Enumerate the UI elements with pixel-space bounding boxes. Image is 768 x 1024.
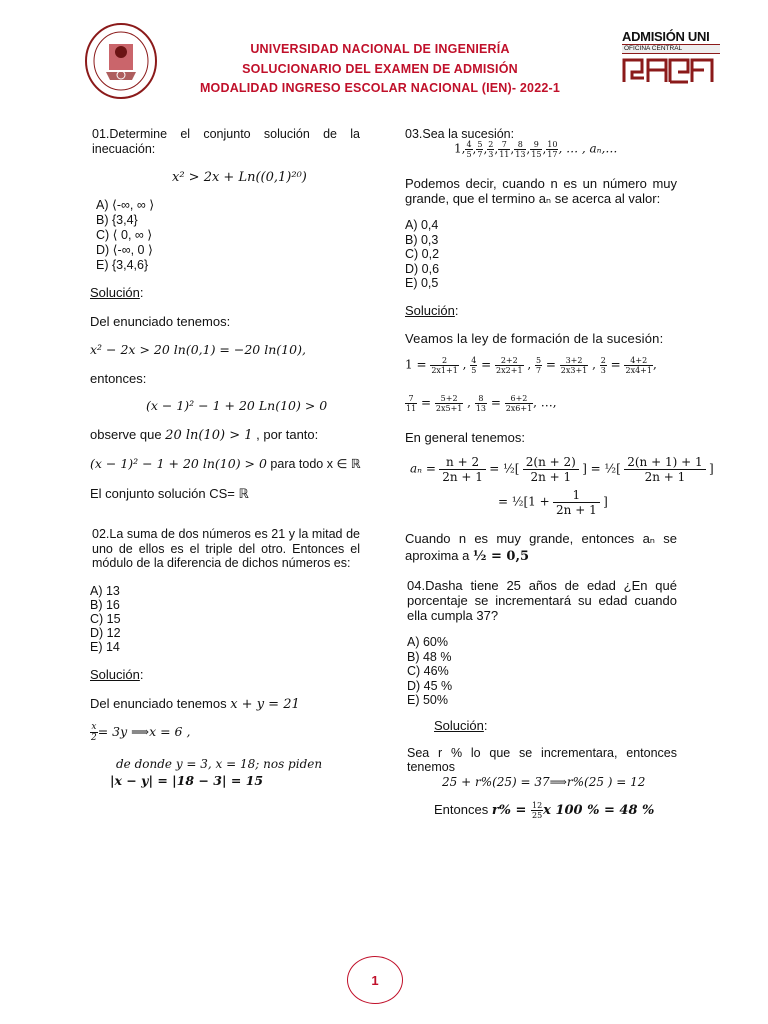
q3-sequence-fraction: $\frac{5}{7}$ xyxy=(477,140,483,159)
q3-law-fraction: $\frac{5}{7}$ xyxy=(535,356,542,375)
q3-sequence-fraction: $\frac{7}{11}$ xyxy=(499,140,510,159)
q3-law-fraction: $\frac{3+2}{2x3+1}$ xyxy=(560,356,588,375)
q3-sequence-comma: , xyxy=(510,141,515,156)
q2-step1-rest: = 3y ⟹x = 6 , xyxy=(97,723,191,739)
q3-law-fraction: $\frac{2}{3}$ xyxy=(600,356,606,375)
q3-option-a[interactable]: A) 0,4 xyxy=(405,218,439,232)
q3-law-sep: = xyxy=(606,357,625,372)
q2-intro xyxy=(90,696,300,712)
q2-intro-math: x + y = 21 xyxy=(230,697,300,712)
q3-option-c[interactable]: C) 0,2 xyxy=(405,247,440,261)
q3-sequence-fraction: $\frac{10}{17}$ xyxy=(547,140,558,159)
q1-solution-label: Solución xyxy=(90,285,140,300)
q4-stem: 04.Dasha tiene 25 años de edad ¿En qué porcentaje se incrementará su edad cuando ella cumpla 37? xyxy=(407,578,677,623)
q3-conclusion xyxy=(405,530,677,565)
admision-uni-logo xyxy=(622,30,720,86)
q3-law-fraction: $\frac{2}{2x1+1}$ xyxy=(431,356,458,375)
q3-sequence-comma: , xyxy=(494,141,499,156)
q4-step2-fraction: $\frac{12}{25}$ xyxy=(531,801,543,820)
q3-law-fraction: $\frac{6+2}{2x6+1}$ xyxy=(505,394,533,413)
q2-step1 xyxy=(90,722,190,743)
q3-law-row-2 xyxy=(405,394,557,413)
q3-question: Podemos decir, cuando n es un número muy grande, que el termino aₙ se acerca al valor: xyxy=(405,176,677,206)
q3-sequence-comma: , xyxy=(472,141,477,156)
q3-stem: 03.Sea la sucesión: xyxy=(405,127,515,141)
q3-law-row-1 xyxy=(405,356,657,375)
q3-formula-close-1: ] xyxy=(708,461,714,476)
q2-option-a[interactable]: A) 13 xyxy=(90,584,120,598)
q3-sequence-fraction: $\frac{8}{13}$ xyxy=(515,140,526,159)
university-seal xyxy=(84,22,158,100)
q4-option-a[interactable]: A) 60% xyxy=(407,635,448,649)
header-line-1: UNIVERSIDAD NACIONAL DE INGENIERÍA xyxy=(250,42,510,56)
q4-solution-label: Solución xyxy=(434,718,484,733)
q1-observe xyxy=(90,427,318,443)
q4-options xyxy=(407,635,452,708)
q3-formula-frac-1: $\frac{n + 2}{2n + 1}$ xyxy=(439,455,486,484)
q2-option-b[interactable]: B) 16 xyxy=(90,598,120,612)
q2-option-c[interactable]: C) 15 xyxy=(90,612,121,626)
q3-conclusion-text: Cuando n es muy grande, entonces aₙ se aproxima a xyxy=(405,531,677,563)
q3-law-fraction: $\frac{7}{11}$ xyxy=(406,394,417,413)
q3-sequence-end: , … , aₙ,… xyxy=(558,141,618,156)
q3-sequence-comma: , xyxy=(526,141,531,156)
q3-formula-line-2 xyxy=(498,488,608,517)
q3-law-fraction: $\frac{2+2}{2x2+1}$ xyxy=(496,356,523,375)
q3-law-sep: , xyxy=(523,357,535,372)
header-line-3: MODALIDAD INGRESO ESCOLAR NACIONAL (IEN)- 2022-1 xyxy=(199,81,561,95)
q3-formula-line-1 xyxy=(410,455,714,484)
q3-formula-frac-4: $\frac{1}{2n + 1}$ xyxy=(553,488,600,517)
q1-solution-heading: Solución: xyxy=(90,285,144,300)
q3-law-sep: , xyxy=(463,395,475,410)
q1-option-c[interactable]: C) ⟨ 0, ∞ ⟩ xyxy=(96,228,153,242)
q3-law-sep: = xyxy=(487,395,505,410)
q4-step2 xyxy=(434,801,654,820)
q1-option-d[interactable]: D) ⟨-∞, 0 ⟩ xyxy=(96,243,153,257)
q4-step1: 25 + r%(25) = 37⟹r%(25 ) = 12 xyxy=(442,775,646,789)
q1-step3 xyxy=(90,456,361,471)
q2-step3: |x − y| = |18 − 3| = 15 xyxy=(110,773,264,788)
q3-formula-frac-3: $\frac{2(n + 1) + 1}{2n + 1}$ xyxy=(624,455,705,484)
q3-law-fraction: $\frac{5+2}{2x5+1}$ xyxy=(435,394,463,413)
logo-title: ADMISIÓN UNI xyxy=(622,29,710,44)
q1-stem: 01.Determine el conjunto solución de la inecuación: xyxy=(92,127,360,156)
q3-law-sep: , xyxy=(588,357,600,372)
q3-sequence xyxy=(454,140,617,159)
q3-law-end: , xyxy=(652,357,657,372)
q3-law-sep: 1 = xyxy=(405,357,431,372)
q2-options xyxy=(90,584,121,654)
header-line-2: SOLUCIONARIO DEL EXAMEN DE ADMISIÓN xyxy=(242,62,518,76)
q3-sequence-fraction: $\frac{9}{15}$ xyxy=(531,140,542,159)
q3-formula-eq2: ] = ½[ xyxy=(582,461,621,476)
q3-law-fraction: $\frac{8}{13}$ xyxy=(475,394,486,413)
q3-law-fraction: $\frac{4+2}{2x4+1}$ xyxy=(625,356,652,375)
q2-step1-fraction: $\frac{x}{2}$ xyxy=(91,722,97,743)
q3-intro: Veamos la ley de formación de la sucesión: xyxy=(405,331,664,346)
q3-sequence-start: 1, xyxy=(454,141,466,156)
q2-intro-text: Del enunciado tenemos xyxy=(90,696,231,711)
q1-observe-text-a: observe que xyxy=(90,427,166,442)
q2-option-e[interactable]: E) 14 xyxy=(90,640,120,654)
q1-then: entonces: xyxy=(90,371,147,386)
q3-law-fraction: $\frac{4}{5}$ xyxy=(471,356,477,375)
q1-observe-math: 20 ln(10) > 1 xyxy=(165,428,253,443)
q1-option-b[interactable]: B) {3,4} xyxy=(96,213,138,227)
q1-intro: Del enunciado tenemos: xyxy=(90,314,231,329)
q3-formula-frac-2: $\frac{2(n + 2)}{2n + 1}$ xyxy=(523,455,579,484)
q4-option-b[interactable]: B) 48 % xyxy=(407,649,452,664)
q2-stem: 02.La suma de dos números es 21 y la mitad de uno de ellos es el triple del otro. Entonces el módulo de la diferencia de dichos números es: xyxy=(92,527,360,570)
q3-law-sep: = xyxy=(417,395,435,410)
q2-step2: de donde y = 3, x = 18; nos piden xyxy=(116,757,323,771)
q4-step2-math-b: x 100 % = 48 % xyxy=(543,802,655,818)
q3-law-end: , …, xyxy=(533,395,557,410)
q3-formula-line2-text: = ½[1 + xyxy=(498,494,550,509)
q3-conclusion-math: ½ = 0,5 xyxy=(472,549,530,564)
q1-step3-text: para todo x ∈ ℝ xyxy=(266,457,361,471)
q3-law-sep: , xyxy=(458,357,471,372)
q4-option-d[interactable]: D) 45 % xyxy=(407,678,453,693)
q3-option-b[interactable]: B) 0,3 xyxy=(405,232,439,247)
q3-option-d[interactable]: D) 0,6 xyxy=(405,261,440,276)
q3-solution-label: Solución xyxy=(405,303,455,318)
q3-sequence-comma: , xyxy=(483,141,488,156)
q3-sequence-fraction: $\frac{4}{5}$ xyxy=(466,140,472,159)
logo-subtitle: OFICINA CENTRAL xyxy=(622,44,720,54)
q1-equation: x² > 2x + Ln((0,1)²⁰) xyxy=(172,170,307,185)
q1-step2: (x − 1)² − 1 + 20 Ln(10) > 0 xyxy=(146,398,328,413)
q2-option-d[interactable]: D) 12 xyxy=(90,626,121,640)
q3-formula-eq1: = ½[ xyxy=(489,461,520,476)
q3-formula-close-2: ] xyxy=(603,494,608,509)
q3-solution-heading: Solución: xyxy=(405,303,459,318)
q3-general: En general tenemos: xyxy=(405,430,525,445)
q2-solution-heading: Solución: xyxy=(90,667,144,682)
q1-step1: x² − 2x > 20 ln(0,1) = −20 ln(10), xyxy=(90,342,306,357)
q1-options xyxy=(96,198,154,273)
q4-step2-text: Entonces xyxy=(434,801,492,817)
q1-option-a[interactable]: A) ⟨-∞, ∞ ⟩ xyxy=(96,198,155,212)
q4-intro: Sea r % lo que se incrementara, entonces tenemos xyxy=(407,746,677,774)
q1-step3-math: (x − 1)² − 1 + 20 ln(10) > 0 xyxy=(90,456,267,471)
q3-sequence-comma: , xyxy=(542,141,547,156)
q4-option-c[interactable]: C) 46% xyxy=(407,664,449,678)
q4-step2-math-a: r% = xyxy=(491,802,531,818)
q4-option-e[interactable]: E) 50% xyxy=(407,693,448,707)
q1-observe-text-b: , por tanto: xyxy=(252,427,319,442)
q2-solution-label: Solución xyxy=(90,667,140,682)
page-number-circle xyxy=(347,956,403,1004)
q3-formula-an: aₙ = xyxy=(410,461,436,476)
q3-law-sep: = xyxy=(477,357,496,372)
q1-conclusion: El conjunto solución CS= ℝ xyxy=(90,486,249,501)
q1-option-e[interactable]: E) {3,4,6} xyxy=(96,258,149,272)
q3-sequence-fraction: $\frac{2}{3}$ xyxy=(488,140,494,159)
page-number: 1 xyxy=(371,972,379,988)
q3-options xyxy=(405,218,439,291)
q3-option-e[interactable]: E) 0,5 xyxy=(405,276,439,290)
q4-solution-heading: Solución: xyxy=(434,718,488,733)
q3-law-sep: = xyxy=(542,357,560,372)
